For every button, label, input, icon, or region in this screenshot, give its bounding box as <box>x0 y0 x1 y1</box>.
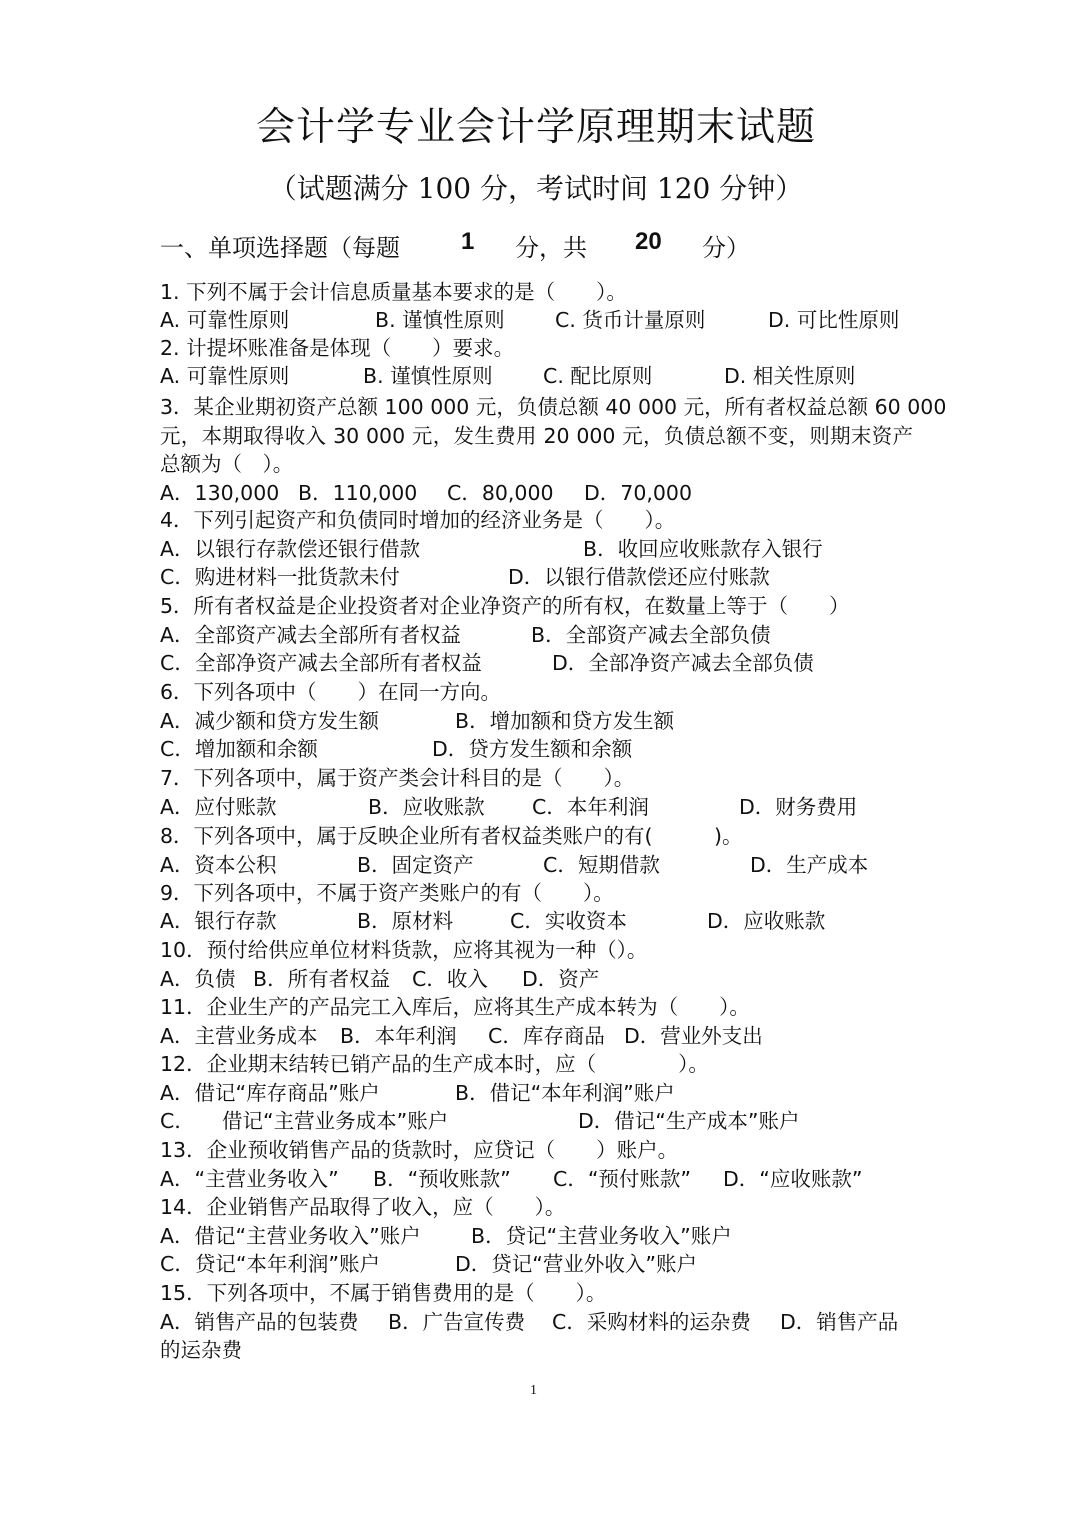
option-d: D. 相关性原则 <box>724 364 856 388</box>
exam-title: 会计学专业会计学原理期末试题 <box>255 105 816 150</box>
option-c: C．“预付账款” <box>553 1167 692 1191</box>
option-c: C. 货币计量原则 <box>555 308 706 332</box>
option-b: B．原材料 <box>357 909 454 933</box>
question-text: 7．下列各项中，属于资产类会计科目的是（ ）。 <box>160 766 635 790</box>
question-text: 14．企业销售产品取得了收入，应（ ）。 <box>160 1195 566 1219</box>
question-text: 总额为（ ）。 <box>160 452 294 476</box>
option-a: A．以银行存款偿还银行借款 <box>160 537 421 561</box>
option-a: C．全部净资产减去全部所有者权益 <box>160 651 482 675</box>
question-text: 的运杂费 <box>160 1338 242 1362</box>
question-text: 5．所有者权益是企业投资者对企业净资产的所有权，在数量上等于（ ） <box>160 594 850 618</box>
option-b: D．贷记“营业外收入”账户 <box>455 1252 698 1276</box>
option-b: B．增加额和贷方发生额 <box>455 709 675 733</box>
question-text: 12．企业期末结转已销产品的生产成本时，应（ ）。 <box>160 1052 709 1076</box>
section-middle: 分，共 <box>515 234 587 262</box>
question-text: 2. 计提坏账准备是体现（ ）要求。 <box>160 336 515 360</box>
exam-subtitle: （试题满分 100 分，考试时间 120 分钟） <box>268 172 804 205</box>
option-a: C．贷记“本年利润”账户 <box>160 1252 381 1276</box>
option-b: B．110,000 <box>298 481 418 505</box>
option-d: D．营业外支出 <box>624 1024 763 1048</box>
option-d: D．销售产品 <box>780 1310 899 1334</box>
option-c: C．80,000 <box>447 481 554 505</box>
page-number: 1 <box>530 1383 537 1398</box>
option-c: C．收入 <box>412 967 488 991</box>
option-b: D．贷方发生额和余额 <box>432 737 633 761</box>
option-b: B．贷记“主营业务收入”账户 <box>471 1224 732 1248</box>
option-a: A．销售产品的包装费 <box>160 1310 359 1334</box>
option-b: B．全部资产减去全部负债 <box>531 623 771 647</box>
option-a: A．减少额和贷方发生额 <box>160 709 380 733</box>
option-d: D．“应收账款” <box>723 1167 863 1191</box>
option-c: C．采购材料的运杂费 <box>552 1310 751 1334</box>
option-a: A．应付账款 <box>160 795 277 819</box>
question-text: 13．企业预收销售产品的货款时，应贷记（ ）账户。 <box>160 1138 679 1162</box>
option-c: C．本年利润 <box>532 795 649 819</box>
section-per-score: 1 <box>461 228 475 255</box>
option-b: 借记“主营业务成本”账户 <box>222 1109 449 1133</box>
option-a: A. 可靠性原则 <box>160 364 290 388</box>
option-a: A．借记“库存商品”账户 <box>160 1081 380 1105</box>
option-a: C．购进材料一批货款未付 <box>160 565 400 589</box>
question-text: 3．某企业期初资产总额 100 000 元，负债总额 40 000 元，所有者权益总额 60 000 <box>160 395 947 419</box>
question-text: 元，本期取得收入 30 000 元，发生费用 20 000 元，负债总额不变，则期末资产 <box>160 424 913 448</box>
option-c: C．实收资本 <box>510 909 627 933</box>
option-b: B．固定资产 <box>357 853 474 877</box>
question-text: 8．下列各项中，属于反映企业所有者权益类账户的有( )。 <box>160 824 743 848</box>
option-b: B. 谨慎性原则 <box>363 364 493 388</box>
option-c: C. 配比原则 <box>543 364 653 388</box>
option-a: A. 可靠性原则 <box>160 308 290 332</box>
option-b: B．所有者权益 <box>253 967 391 991</box>
option-b: B．收回应收账款存入银行 <box>583 537 823 561</box>
option-b: B．“预收账款” <box>373 1167 511 1191</box>
section-total: 20 <box>635 228 662 255</box>
question-text: 11．企业生产的产品完工入库后，应将其生产成本转为（ ）。 <box>160 995 750 1019</box>
option-b: B. 谨慎性原则 <box>375 308 505 332</box>
option-a: A．负债 <box>160 967 236 991</box>
question-text: 10．预付给供应单位材料货款，应将其视为一种（）。 <box>160 938 648 962</box>
question-text: 15．下列各项中，不属于销售费用的是（ ）。 <box>160 1281 607 1305</box>
question-text: 9．下列各项中，不属于资产类账户的有（ ）。 <box>160 881 614 905</box>
option-d: D．财务费用 <box>739 795 858 819</box>
option-c: D．借记“生产成本”账户 <box>578 1109 800 1133</box>
option-b: B．广告宣传费 <box>388 1310 526 1334</box>
question-text: 4．下列引起资产和负债同时增加的经济业务是（ ）。 <box>160 508 676 532</box>
option-b: B．应收账款 <box>368 795 485 819</box>
section-prefix: 一、单项选择题（每题 <box>160 234 400 262</box>
option-a: C． <box>160 1109 195 1133</box>
option-d: D．70,000 <box>584 481 693 505</box>
option-a: A．全部资产减去全部所有者权益 <box>160 623 462 647</box>
option-d: D. 可比性原则 <box>768 308 900 332</box>
option-a: A．银行存款 <box>160 909 277 933</box>
option-c: C．库存商品 <box>488 1024 605 1048</box>
option-b: D．全部净资产减去全部负债 <box>552 651 814 675</box>
option-a: C．增加额和余额 <box>160 737 318 761</box>
option-a: A．“主营业务收入” <box>160 1167 339 1191</box>
option-a: A．借记“主营业务收入”账户 <box>160 1224 421 1248</box>
option-a: A．主营业务成本 <box>160 1024 318 1048</box>
question-text: 1. 下列不属于会计信息质量基本要求的是（ ）。 <box>160 280 627 304</box>
option-a: A．资本公积 <box>160 853 277 877</box>
option-b: B．本年利润 <box>340 1024 457 1048</box>
option-d: D．生产成本 <box>750 853 869 877</box>
section-suffix: 分） <box>702 234 750 262</box>
option-b: D．以银行借款偿还应付账款 <box>508 565 770 589</box>
option-c: C．短期借款 <box>543 853 660 877</box>
question-text: 6．下列各项中（ ）在同一方向。 <box>160 680 502 704</box>
option-a: A．130,000 <box>160 481 280 505</box>
option-d: D．应收账款 <box>707 909 826 933</box>
option-b: B．借记“本年利润”账户 <box>455 1081 675 1105</box>
option-d: D．资产 <box>522 967 600 991</box>
